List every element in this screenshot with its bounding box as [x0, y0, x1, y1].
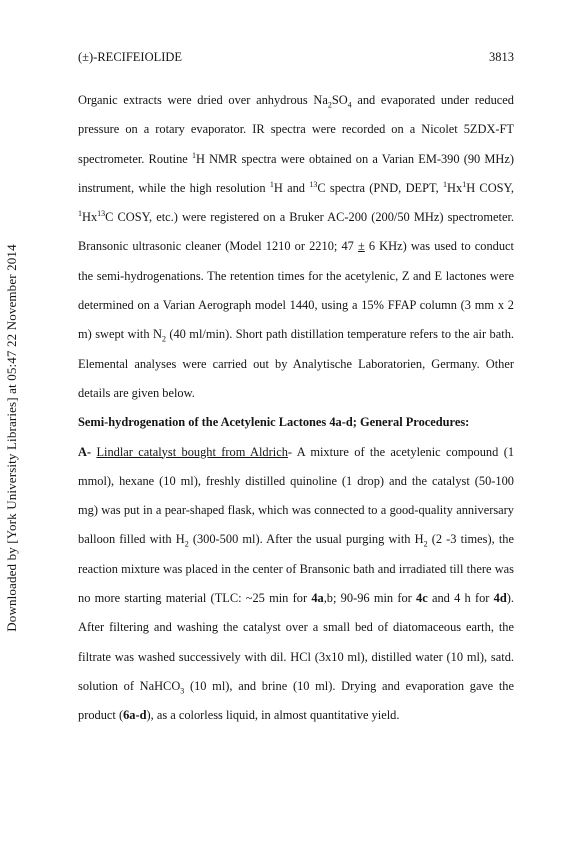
- article-body: [78, 86, 514, 731]
- catalyst-source: Lindlar catalyst bought from Aldrich: [96, 444, 288, 459]
- download-watermark: [2, 238, 22, 638]
- methods-paragraph: Organic extracts were dried over anhydrous $Na_2SO_4$ and evaporated under reduced pressure on a rotary evaporator. IR spectra were recorded on a Nicolet 5ZDX-FT spectrometer. Routine $^1$H NMR spectra were obtained on a Varian EM-390 (90 MHz) instrument, while the high resolution $^1$H and $^{13}$C spectra (PND, DEPT, $^1$Hx$^1$H COSY, $^1$Hx$^{13}$C COSY, etc.) were registered on a Bruker AC-200 (200/50 MHz) spectrometer. Bransonic ultrasonic cleaner (Model 1210 or 2210; 47 ± 6 KHz) was used to conduct the semi-hydrogenations. The retention times for the acetylenic, Z and E lactones were determined on a Varian Aerograph model 1440, using a 15% FFAP column (3 mm x 2 m) swept with $N_2$ (40 ml/min). Short path distillation temperature refers to the air bath. Elemental analyses were carried out by Analytische Laboratorien, Germany. Other details are given below.: [78, 93, 514, 400]
- download-note: Downloaded by [York University Libraries] at 05:47 22 November 2014: [4, 244, 19, 632]
- running-header: [78, 50, 514, 70]
- procedure-paragraph: A- Lindlar catalyst bought from Aldrich- A mixture of the acetylenic compound (1 mmol), hexane (10 ml), freshly distilled quinoline (1 drop) and the catalyst (50-100 mg) was put in a pear-shaped flask, which was connected to a good-quality anniversary balloon filled with $H_2$ (300-500 ml). After the usual purging with $H_2$ (2 -3 times), the reaction mixture was placed in the center of Bransonic bath and irradiated till there was no more starting material (TLC: ~25 min for 4a,b; 90-96 min for 4c and 4 h for 4d). After filtering and washing the catalyst over a small bed of diatomaceous earth, the filtrate was washed successively with dil. HCl (3x10 ml), distilled water (10 ml), satd. solution of NaHCO$_3$ (10 ml), and brine (10 ml). Drying and evaporation gave the product (6a-d), as a colorless liquid, in almost quantitative yield.: [78, 444, 515, 723]
- running-title: (±)-RECIFEIOLIDE: [78, 50, 183, 64]
- section-heading: Semi-hydrogenation of the Acetylenic Lactones 4a-d; General Procedures:: [78, 415, 470, 430]
- page-number: 3813: [489, 50, 514, 64]
